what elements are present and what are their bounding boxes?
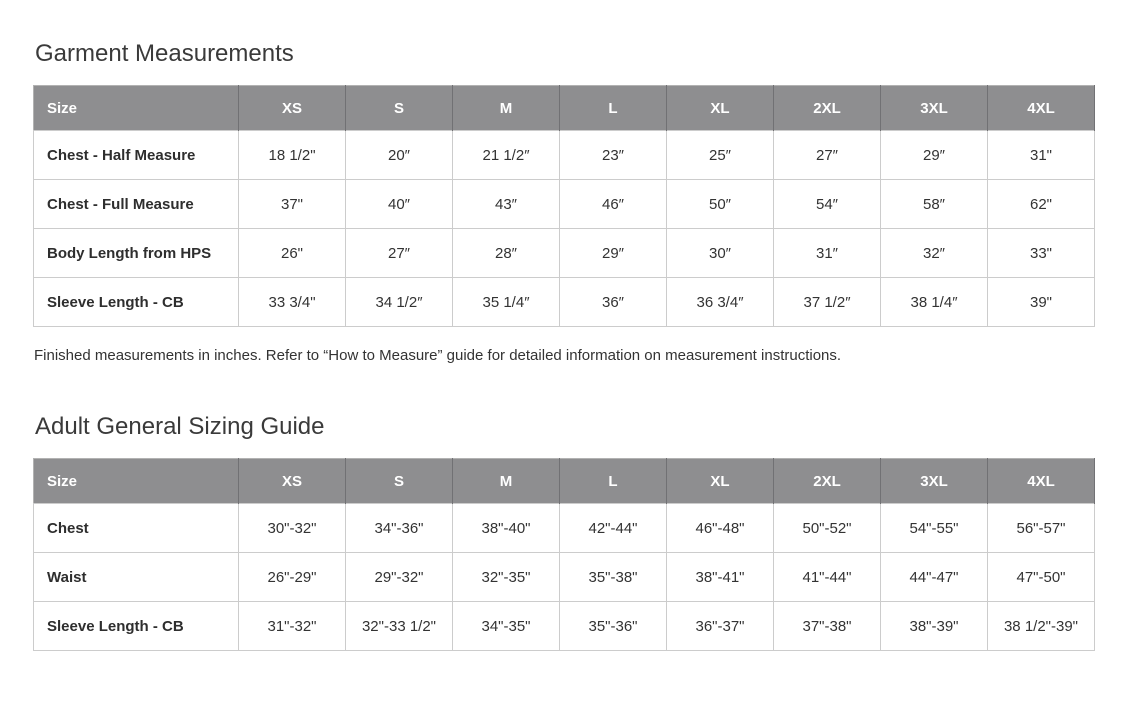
cell: 35"-36" — [560, 602, 667, 651]
cell: 20″ — [346, 131, 453, 180]
column-header-l: L — [560, 459, 667, 504]
cell: 31"-32" — [239, 602, 346, 651]
cell: 38"-40" — [453, 504, 560, 553]
sizing-guide-page — [33, 0, 1095, 651]
cell: 33 3/4" — [239, 278, 346, 327]
cell: 37" — [239, 180, 346, 229]
cell: 29"-32" — [346, 553, 453, 602]
cell: 34 1/2″ — [346, 278, 453, 327]
column-header-3xl: 3XL — [881, 459, 988, 504]
table-row — [34, 131, 1095, 180]
garment-measurements-title: Garment Measurements — [35, 40, 294, 67]
cell: 38"-39" — [881, 602, 988, 651]
cell: 56"-57" — [988, 504, 1095, 553]
cell: 54"-55" — [881, 504, 988, 553]
cell: 32″ — [881, 229, 988, 278]
row-label-sleeve-length: Sleeve Length - CB — [34, 602, 239, 651]
table-header-row — [34, 459, 1095, 504]
cell: 38 1/4″ — [881, 278, 988, 327]
measurement-note: Finished measurements in inches. Refer to “How to Measure” guide for detailed information on measurement instructions. — [34, 347, 842, 364]
cell: 30"-32" — [239, 504, 346, 553]
cell: 28″ — [453, 229, 560, 278]
cell: 42"-44" — [560, 504, 667, 553]
cell: 36"-37" — [667, 602, 774, 651]
cell: 32"-35" — [453, 553, 560, 602]
row-label-body-length: Body Length from HPS — [34, 229, 239, 278]
row-label-chest: Chest — [34, 504, 239, 553]
table-row — [34, 553, 1095, 602]
cell: 38 1/2"-39" — [988, 602, 1095, 651]
table-row — [34, 180, 1095, 229]
column-header-4xl: 4XL — [988, 459, 1095, 504]
cell: 31" — [988, 131, 1095, 180]
column-header-xl: XL — [667, 86, 774, 131]
cell: 38"-41" — [667, 553, 774, 602]
cell: 62" — [988, 180, 1095, 229]
cell: 40″ — [346, 180, 453, 229]
cell: 34"-35" — [453, 602, 560, 651]
column-header-2xl: 2XL — [774, 459, 881, 504]
column-header-size: Size — [34, 459, 239, 504]
cell: 36″ — [560, 278, 667, 327]
cell: 37 1/2″ — [774, 278, 881, 327]
garment-measurements-table — [33, 85, 1095, 327]
cell: 35"-38" — [560, 553, 667, 602]
cell: 25″ — [667, 131, 774, 180]
cell: 21 1/2″ — [453, 131, 560, 180]
cell: 26"-29" — [239, 553, 346, 602]
table-row — [34, 278, 1095, 327]
column-header-s: S — [346, 86, 453, 131]
row-label-waist: Waist — [34, 553, 239, 602]
cell: 33" — [988, 229, 1095, 278]
cell: 34"-36" — [346, 504, 453, 553]
cell: 36 3/4″ — [667, 278, 774, 327]
table-row — [34, 229, 1095, 278]
column-header-xs: XS — [239, 459, 346, 504]
column-header-xl: XL — [667, 459, 774, 504]
cell: 39" — [988, 278, 1095, 327]
cell: 29″ — [881, 131, 988, 180]
cell: 43″ — [453, 180, 560, 229]
cell: 31″ — [774, 229, 881, 278]
cell: 50″ — [667, 180, 774, 229]
cell: 44"-47" — [881, 553, 988, 602]
cell: 58″ — [881, 180, 988, 229]
cell: 46"-48" — [667, 504, 774, 553]
cell: 29″ — [560, 229, 667, 278]
cell: 18 1/2" — [239, 131, 346, 180]
cell: 37"-38" — [774, 602, 881, 651]
table-row — [34, 504, 1095, 553]
cell: 50"-52" — [774, 504, 881, 553]
cell: 41"-44" — [774, 553, 881, 602]
row-label-sleeve-length: Sleeve Length - CB — [34, 278, 239, 327]
cell: 46″ — [560, 180, 667, 229]
cell: 54″ — [774, 180, 881, 229]
cell: 27″ — [346, 229, 453, 278]
column-header-m: M — [453, 86, 560, 131]
cell: 27″ — [774, 131, 881, 180]
column-header-l: L — [560, 86, 667, 131]
cell: 47"-50" — [988, 553, 1095, 602]
table-row — [34, 602, 1095, 651]
cell: 32"-33 1/2" — [346, 602, 453, 651]
adult-sizing-guide-table — [33, 458, 1095, 651]
row-label-chest-full: Chest - Full Measure — [34, 180, 239, 229]
table-header-row — [34, 86, 1095, 131]
column-header-size: Size — [34, 86, 239, 131]
column-header-xs: XS — [239, 86, 346, 131]
cell: 35 1/4″ — [453, 278, 560, 327]
cell: 23″ — [560, 131, 667, 180]
column-header-s: S — [346, 459, 453, 504]
column-header-m: M — [453, 459, 560, 504]
cell: 30″ — [667, 229, 774, 278]
column-header-4xl: 4XL — [988, 86, 1095, 131]
row-label-chest-half: Chest - Half Measure — [34, 131, 239, 180]
cell: 26" — [239, 229, 346, 278]
column-header-3xl: 3XL — [881, 86, 988, 131]
adult-sizing-guide-title: Adult General Sizing Guide — [35, 413, 325, 440]
column-header-2xl: 2XL — [774, 86, 881, 131]
